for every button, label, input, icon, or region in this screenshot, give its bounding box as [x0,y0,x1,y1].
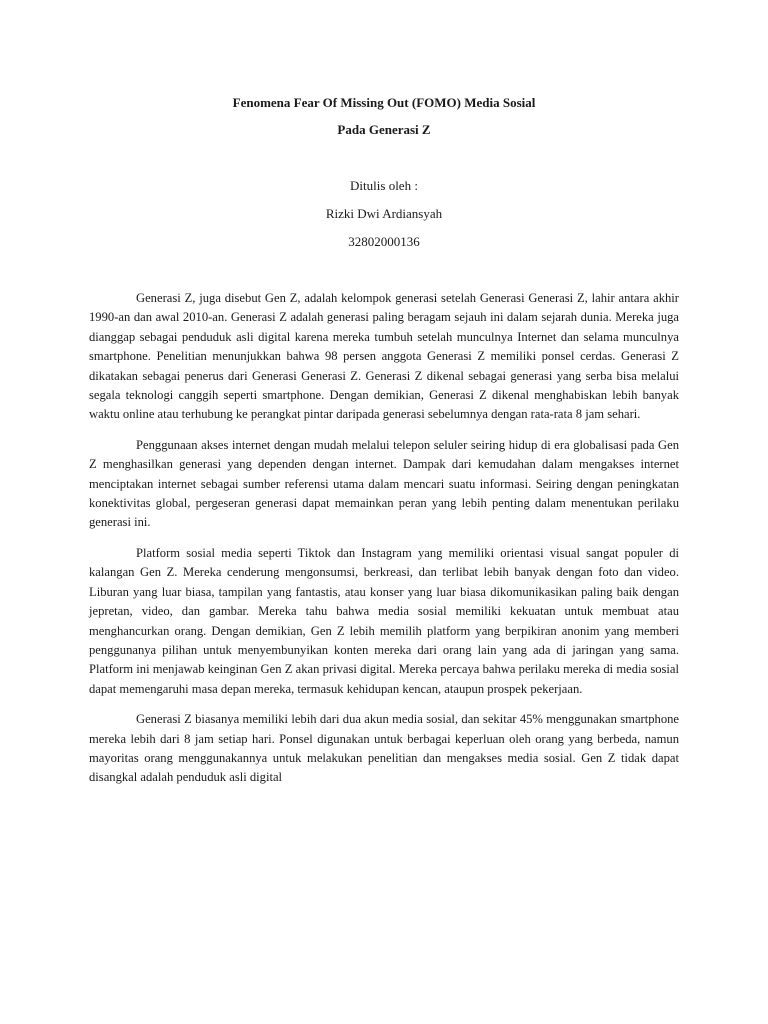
document-title-line-1: Fenomena Fear Of Missing Out (FOMO) Media Sosial [232,95,536,110]
paragraph-3: Platform sosial media seperti Tiktok dan Instagram yang memiliki orientasi visual sangat populer di kalangan Gen Z. Mereka cenderung mengonsumsi, berkreasi, dan terlibat lebih banyak dengan foto dan video. Liburan yang luar biasa, tampilan yang fantastis, atau konser yang luar biasa dikomunikasikan paling baik dengan jepretan, video, dan gambar. Mereka tahu bahwa media sosial memiliki kekuatan untuk membuat atau menghancurkan orang. Dengan demikian, Gen Z lebih memilih platform yang berpikiran anonim yang memberi penggunanya pilihan untuk menyembunyikan konten mereka dari orang lain yang ada di jaringan yang sama. Platform ini menjawab keinginan Gen Z akan privasi digital. Mereka percaya bahwa perilaku mereka di media sosial dapat memengaruhi masa depan mereka, termasuk kehidupan kencan, ataupun prospek pekerjaan. [89,545,679,696]
document-title-line-2: Pada Generasi Z [337,122,431,137]
author-id: 32802000136 [348,234,420,249]
paragraph-4: Generasi Z biasanya memiliki lebih dari dua akun media sosial, dan sekitar 45% menggunakan smartphone mereka lebih dari 8 jam setiap hari. Ponsel digunakan untuk berbagai keperluan oleh orang yang berbeda, namun mayoritas orang menggunakannya untuk melakukan penelitian dan mengakses media sosial. Gen Z tidak dapat disangkal adalah penduduk asli digital [89,712,679,785]
paragraph-1: Generasi Z, juga disebut Gen Z, adalah kelompok generasi setelah Generasi Generasi Z, lahir antara akhir 1990-an dan awal 2010-an. Generasi Z adalah generasi paling beragam sejauh ini dalam sejarah dunia. Mereka juga dianggap sebagai penduduk asli digital karena mereka tumbuh setelah munculnya Internet dan selama munculnya smartphone. Penelitian menunjukkan bahwa 98 persen anggota Generasi Z memiliki ponsel cerdas. Generasi Z dikatakan sebagai penerus dari Generasi Generasi Z. Generasi Z dikenal sebagai generasi yang serba bisa melalui segala teknologi canggih seperti smartphone. Dengan demikian, Generasi Z dikenal menghabiskan lebih banyak waktu online atau terhubung ke perangkat pintar daripada generasi sebelumnya dengan rata-rata 8 jam sehari. [89,291,679,422]
document-body [89,289,679,799]
written-by-label: Ditulis oleh : [350,178,418,193]
author-name: Rizki Dwi Ardiansyah [325,206,443,221]
paragraph-2: Penggunaan akses internet dengan mudah melalui telepon seluler seiring hidup di era globalisasi pada Gen Z menghasilkan generasi yang dependen dengan internet. Dampak dari kemudahan dalam mengakses internet menciptakan internet sebagai sumber referensi utama dalam mencari suatu informasi. Seiring dengan peningkatan konektivitas global, pergeseran generasi dapat memainkan peran yang lebih penting dalam menentukan perilaku generasi ini. [89,437,679,530]
